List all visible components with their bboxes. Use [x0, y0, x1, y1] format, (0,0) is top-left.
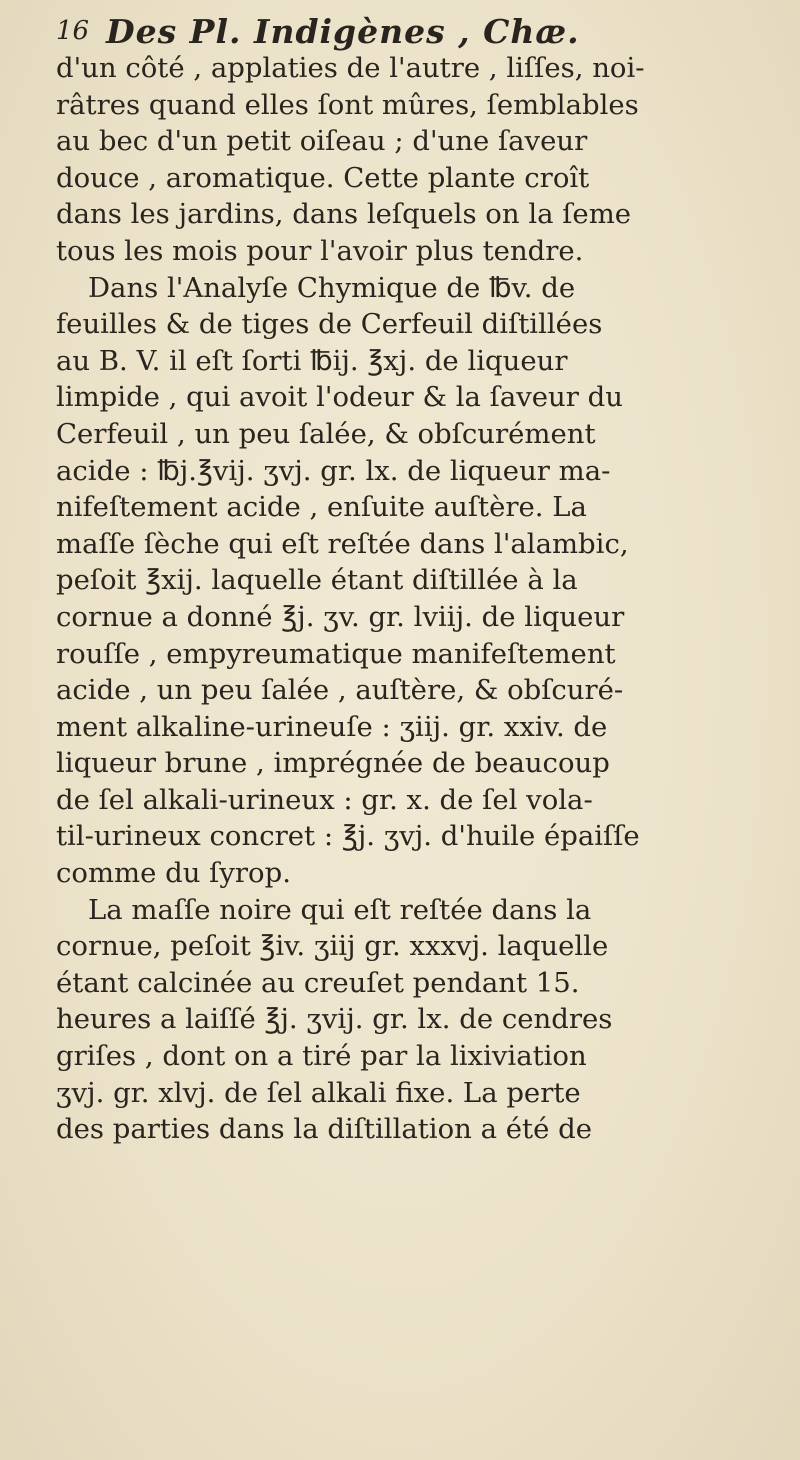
text-line: Dans l'Analyſe Chymique de ℔v. de: [88, 271, 576, 304]
text-line: ment alkaline-urineuſe : ʒiij. gr. xxiv. de: [56, 710, 608, 743]
text-line: cornue, peſoit ℥iv. ʒiij gr. xxxvj. laquelle: [56, 930, 609, 963]
text-line: feuilles & de tiges de Cerfeuil diſtillées: [56, 308, 603, 341]
body-text: [56, 50, 786, 1148]
text-line: acide : ℔j.℥vij. ʒvj. gr. lx. de liqueur ma-: [56, 454, 611, 487]
text-line: Cerfeuil , un peu ſalée, & obſcurément: [56, 417, 596, 450]
text-line: de ſel alkali-urineux : gr. x. de ſel vola-: [56, 783, 593, 816]
text-line: til-urineux concret : ℥j. ʒvj. d'huile épaiſſe: [56, 820, 640, 853]
text-line: nifeſtement acide , enſuite auſtère. La: [56, 491, 587, 524]
running-title: Des Pl. Indigènes , Chæ.: [106, 12, 580, 51]
text-line: peſoit ℥xij. laquelle étant diſtillée à la: [56, 564, 578, 597]
text-line: râtres quand elles ſont mûres, ſemblables: [56, 88, 639, 121]
text-line: ʒvj. gr. xlvj. de ſel alkali fixe. La perte: [56, 1076, 581, 1109]
text-line: dans les jardins, dans leſquels on la ſeme: [56, 198, 632, 231]
text-line: maſſe ſèche qui eſt reſtée dans l'alambic,: [56, 527, 629, 560]
text-line: rouſſe , empyreumatique manifeſtement: [56, 637, 616, 670]
text-line: limpide , qui avoit l'odeur & la ſaveur du: [56, 381, 623, 414]
text-line: au B. V. il eſt ſorti ℔ij. ℥xj. de liqueur: [56, 344, 568, 377]
page-number: 16: [56, 16, 90, 46]
text-line: comme du ſyrop.: [56, 857, 291, 890]
text-line: heures a laiſſé ℥j. ʒvij. gr. lx. de cendres: [56, 1003, 613, 1036]
page-header: [0, 12, 800, 52]
text-line: liqueur brune , imprégnée de beaucoup: [56, 747, 610, 780]
text-line: douce , aromatique. Cette plante croît: [56, 161, 590, 194]
text-line: La maſſe noire qui eſt reſtée dans la: [88, 893, 592, 926]
text-line: acide , un peu ſalée , auſtère, & obſcuré-: [56, 674, 624, 707]
text-line: d'un côté , applaties de l'autre , liſſes, noi-: [56, 52, 645, 84]
text-line: griſes , dont on a tiré par la lixiviation: [56, 1040, 587, 1073]
text-line: au bec d'un petit oiſeau ; d'une ſaveur: [56, 125, 588, 158]
text-line: étant calcinée au creuſet pendant 15.: [56, 966, 580, 999]
text-line: cornue a donné ℥j. ʒv. gr. lviij. de liqueur: [56, 600, 625, 633]
text-line: tous les mois pour l'avoir plus tendre.: [56, 234, 584, 267]
text-line: des parties dans la diſtillation a été de: [56, 1113, 592, 1146]
